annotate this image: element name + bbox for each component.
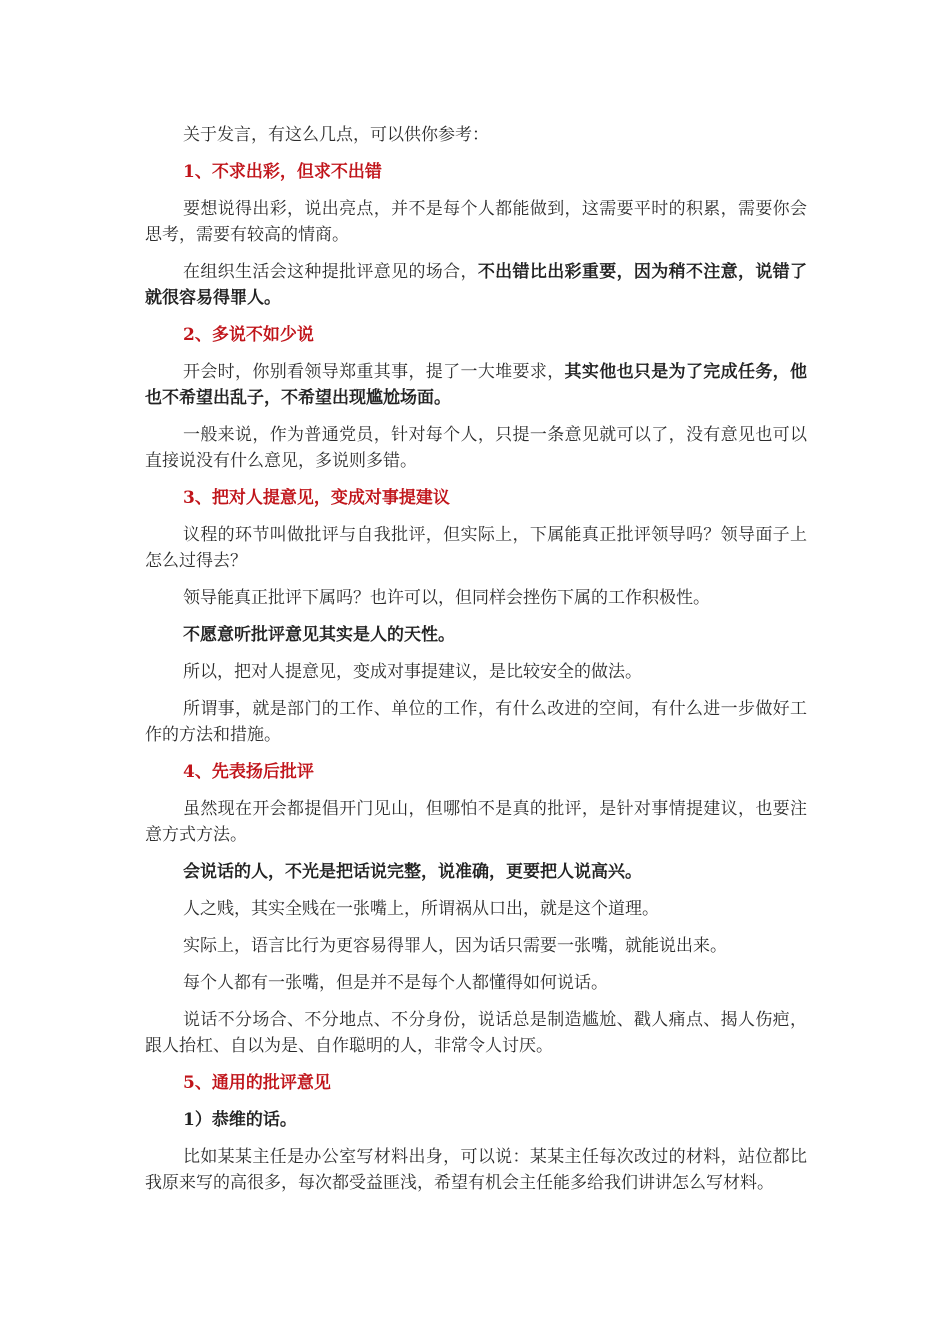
paragraph: 虽然现在开会都提倡开门见山，但哪怕不是真的批评，是针对事情提建议，也要注意方式方法。	[145, 799, 807, 845]
emphasis-text: 其实他也只是为了完成任务，他也不希望出乱子，不希望出现尴尬场面。	[145, 362, 808, 408]
emphasis-text: 不出错比出彩重要，因为稍不注意，说错了就很容易得罪人。	[145, 262, 807, 308]
paragraph: 领导能真正批评下属吗？也许可以，但同样会挫伤下属的工作积极性。	[183, 588, 710, 608]
paragraph: 人之贱，其实全贱在一张嘴上，所谓祸从口出，就是这个道理。	[183, 899, 659, 919]
emphasis-paragraph: 会说话的人，不光是把话说完整，说准确，更要把人说高兴。	[183, 862, 642, 882]
paragraph	[145, 259, 807, 311]
paragraph: 每个人都有一张嘴，但是并不是每个人都懂得如何说话。	[183, 973, 608, 993]
paragraph: 议程的环节叫做批评与自我批评，但实际上，下属能真正批评领导吗？领导面子上怎么过得去？	[145, 525, 807, 571]
paragraph: 实际上，语言比行为更容易得罪人，因为话只需要一张嘴，就能说出来。	[183, 936, 727, 956]
section-heading-1: 1、不求出彩，但求不出错	[183, 162, 382, 182]
subheading: 1）恭维的话。	[183, 1110, 297, 1130]
section-heading-5: 5、通用的批评意见	[183, 1073, 331, 1093]
paragraph-text: 在组织生活会这种提批评意见的场合，	[183, 262, 478, 282]
paragraph: 比如某某主任是办公室写材料出身，可以说：某某主任每次改过的材料，站位都比我原来写的高很多，每次都受益匪浅，希望有机会主任能多给我们讲讲怎么写材料。	[145, 1147, 807, 1193]
paragraph: 要想说得出彩，说出亮点，并不是每个人都能做到，这需要平时的积累，需要你会思考，需要有较高的情商。	[145, 199, 807, 245]
paragraph: 所谓事，就是部门的工作、单位的工作，有什么改进的空间，有什么进一步做好工作的方法和措施。	[145, 699, 807, 745]
section-heading-2: 2、多说不如少说	[183, 325, 314, 345]
paragraph: 所以，把对人提意见，变成对事提建议，是比较安全的做法。	[183, 662, 642, 682]
intro-paragraph: 关于发言，有这么几点，可以供你参考：	[183, 125, 489, 145]
paragraph: 一般来说，作为普通党员，针对每个人，只提一条意见就可以了，没有意见也可以直接说没有什么意见，多说则多错。	[145, 425, 807, 471]
paragraph	[145, 359, 807, 411]
document-body	[145, 122, 807, 1207]
section-heading-3: 3、把对人提意见，变成对事提建议	[183, 488, 450, 508]
paragraph: 说话不分场合、不分地点、不分身份，说话总是制造尴尬、戳人痛点、揭人伤疤，跟人抬杠、自以为是、自作聪明的人，非常令人讨厌。	[145, 1010, 807, 1056]
paragraph-text: 开会时，你别看领导郑重其事，提了一大堆要求，	[183, 362, 565, 382]
section-heading-4: 4、先表扬后批评	[183, 762, 314, 782]
emphasis-paragraph: 不愿意听批评意见其实是人的天性。	[183, 625, 455, 645]
